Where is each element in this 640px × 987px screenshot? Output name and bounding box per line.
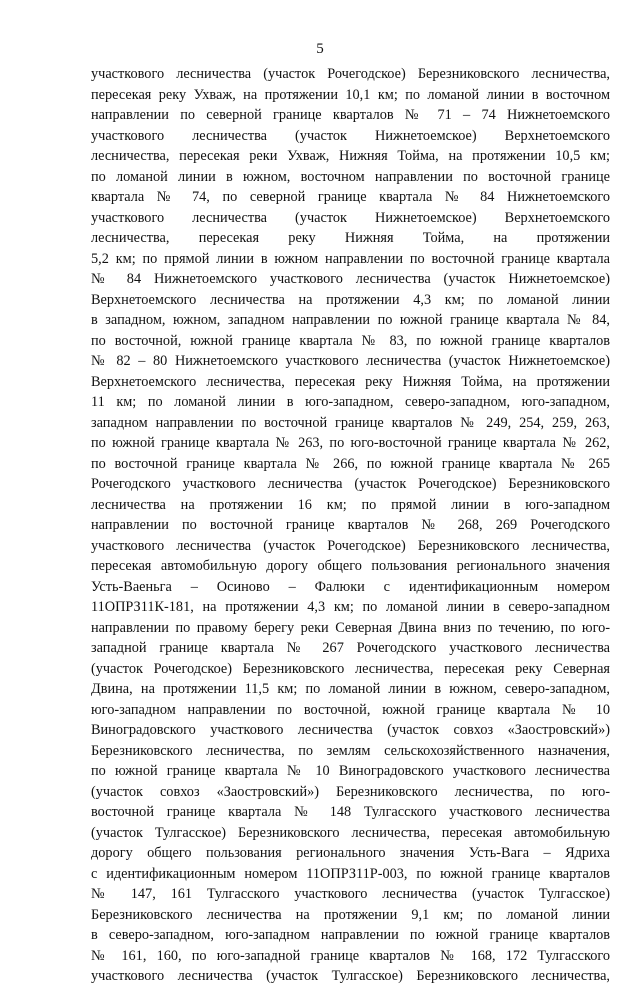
text-line: участкового лесничества (участок Нижнетоемское) Верхнетоемского xyxy=(91,209,610,226)
text-line: пересекая реку Ухваж, на протяжении 10,1 км; по ломаной линии в восточном xyxy=(91,86,610,103)
text-line: лесничества, пересекая реки Ухваж, Нижняя Тойма, на протяжении 10,5 км; xyxy=(91,148,610,164)
text-line: Березниковского лесничества, по землям сельскохозяйственного назначения, xyxy=(91,742,610,759)
text-line: направлении по правому берегу реки Северная Двина вниз по течению, по юго- xyxy=(91,619,610,636)
text-line: 11ОПРЗ11К-181, на протяжении 4,3 км; по ломаной линии в северо-западном xyxy=(91,599,610,615)
text-line: (участок Рочегодское) Березниковского лесничества, пересекая реку Северная xyxy=(91,660,610,677)
text-line: № 161, 160, по юго-западной границе кварталов № 168, 172 Тулгасского xyxy=(91,947,610,964)
text-line: (участок Тулгасское) Березниковского лесничества, пересекая автомобильную xyxy=(91,824,610,841)
text-line: участкового лесничества (участок Рочегодское) Березниковского лесничества, xyxy=(91,537,610,554)
text-line: западной границе квартала № 267 Рочегодского участкового лесничества xyxy=(91,640,610,656)
text-line: Усть-Ваеньга – Осиново – Фалюки с идентификационным номером xyxy=(91,578,610,595)
text-line: с идентификационным номером 11ОПРЗ11Р-003, по южной границе кварталов xyxy=(91,865,610,882)
text-line: по восточной границе квартала № 266, по южной границе квартала № 265 xyxy=(91,455,610,472)
text-line: 5,2 км; по прямой линии в южном направлении по восточной границе квартала xyxy=(91,250,610,267)
text-line: в западном, южном, западном направлении по южной границе квартала № 84, xyxy=(91,312,610,328)
text-line: восточной границе квартала № 148 Тулгасского участкового лесничества xyxy=(91,804,610,820)
text-line: по восточной, южной границе квартала № 83, по южной границе кварталов xyxy=(91,332,610,349)
text-line: Березниковского лесничества на протяжении 9,1 км; по ломаной линии xyxy=(91,906,610,923)
text-line: 11 км; по ломаной линии в юго-западном, северо-западном, юго-западном, xyxy=(91,394,610,410)
text-line: направлении по восточной границе кварталов № 268, 269 Рочегодского xyxy=(91,517,610,533)
text-line: № 82 – 80 Нижнетоемского участкового лесничества (участок Нижнетоемское) xyxy=(91,353,610,369)
text-line: по южной границе квартала № 263, по юго-восточной границе квартала № 262, xyxy=(91,435,610,451)
text-line: № 84 Нижнетоемского участкового лесничества (участок Нижнетоемское) xyxy=(91,271,610,287)
text-line: участкового лесничества (участок Рочегодское) Березниковского лесничества, xyxy=(91,66,610,82)
text-line: (участок совхоз «Заостровский») Березниковского лесничества, по юго- xyxy=(91,783,610,800)
text-line: дорогу общего пользования регионального значения Усть-Вага – Ядриха xyxy=(91,845,610,861)
text-line: участкового лесничества (участок Тулгасское) Березниковского лесничества, xyxy=(91,968,610,984)
text-line: Верхнетоемского лесничества, пересекая реку Нижняя Тойма, на протяжении xyxy=(91,373,610,390)
body-paragraph xyxy=(91,64,610,987)
text-line: Виноградовского участкового лесничества (участок совхоз «Заостровский») xyxy=(91,722,610,738)
text-line: Двина, на протяжении 11,5 км; по ломаной линии в южном, северо-западном, xyxy=(91,681,610,697)
text-line: по ломаной линии в южном, восточном направлении по восточной границе xyxy=(91,168,610,185)
text-line: лесничества, пересекая реку Нижняя Тойма, на протяжении xyxy=(91,230,610,246)
page-number: 5 xyxy=(316,41,324,57)
text-line: западном направлении по восточной границе кварталов № 249, 254, 259, 263, xyxy=(91,414,610,431)
text-line: лесничества на протяжении 16 км; по прямой линии в юго-западном xyxy=(91,496,610,513)
text-line: пересекая автомобильную дорогу общего пользования регионального значения xyxy=(91,558,610,574)
text-line: направлении по северной границе кварталов № 71 – 74 Нижнетоемского xyxy=(91,107,610,123)
text-line: участкового лесничества (участок Нижнетоемское) Верхнетоемского xyxy=(91,127,610,144)
text-line: квартала № 74, по северной границе квартала № 84 Нижнетоемского xyxy=(91,189,610,205)
text-line: по южной границе квартала № 10 Виноградовского участкового лесничества xyxy=(91,763,610,779)
text-line: Верхнетоемского лесничества на протяжении 4,3 км; по ломаной линии xyxy=(91,291,610,308)
text-line: № 147, 161 Тулгасского участкового лесничества (участок Тулгасское) xyxy=(91,886,610,902)
text-line: юго-западном направлении по восточной, южной границе квартала № 10 xyxy=(91,701,610,718)
text-line: Рочегодского участкового лесничества (участок Рочегодское) Березниковского xyxy=(91,476,610,492)
text-line: в северо-западном, юго-западном направлении по южной границе кварталов xyxy=(91,927,610,943)
